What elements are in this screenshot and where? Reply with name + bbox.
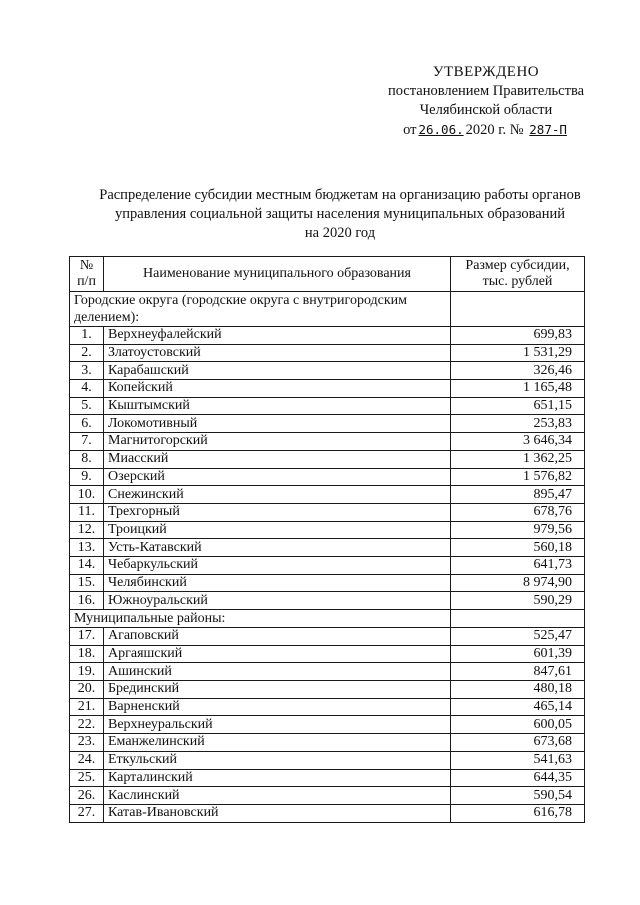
row-subsidy-amount: 651,15 [451,397,585,415]
row-subsidy-amount: 600,05 [451,716,585,734]
row-municipality-name: Чебаркульский [104,556,451,574]
row-subsidy-amount: 8 974,90 [451,574,585,592]
table-row [70,397,585,415]
header-amount-line2: тыс. рублей [482,274,553,289]
row-subsidy-amount: 895,47 [451,486,585,504]
row-subsidy-amount: 641,73 [451,556,585,574]
table-row [70,734,585,752]
table-row [70,486,585,504]
row-number: 3. [70,362,104,380]
row-municipality-name: Магнитогорский [104,433,451,451]
row-municipality-name: Варненский [104,698,451,716]
row-number: 2. [70,344,104,362]
row-subsidy-amount: 699,83 [451,327,585,345]
table-header [70,257,585,292]
row-subsidy-amount: 979,56 [451,521,585,539]
row-municipality-name: Еманжелинский [104,734,451,752]
table-row [70,556,585,574]
section-row-city-districts [70,292,585,327]
title-line-1: Распределение субсидии местным бюджетам на организацию работы органов [99,187,581,203]
row-number: 7. [70,433,104,451]
table-body [70,292,585,823]
row-municipality-name: Кыштымский [104,397,451,415]
row-municipality-name: Снежинский [104,486,451,504]
row-number: 6. [70,415,104,433]
table-row [70,645,585,663]
header-number-line1: № [79,258,94,273]
row-number: 11. [70,503,104,521]
header-amount-line1: Размер субсидии, [465,258,570,273]
row-number: 10. [70,486,104,504]
row-number: 27. [70,804,104,822]
row-subsidy-amount: 465,14 [451,698,585,716]
row-number: 5. [70,397,104,415]
table-row [70,769,585,787]
row-municipality-name: Озерский [104,468,451,486]
row-municipality-name: Аргаяшский [104,645,451,663]
table-row [70,344,585,362]
table-row [70,415,585,433]
table-row [70,468,585,486]
row-municipality-name: Копейский [104,380,451,398]
row-municipality-name: Катав-Ивановский [104,804,451,822]
row-subsidy-amount: 847,61 [451,663,585,681]
header-name: Наименование муниципального образования [104,257,451,292]
row-municipality-name: Брединский [104,681,451,699]
row-number: 19. [70,663,104,681]
row-number: 26. [70,787,104,805]
row-subsidy-amount: 1 576,82 [451,468,585,486]
row-subsidy-amount: 616,78 [451,804,585,822]
row-subsidy-amount: 326,46 [451,362,585,380]
row-subsidy-amount: 678,76 [451,503,585,521]
table-row [70,698,585,716]
row-number: 20. [70,681,104,699]
row-municipality-name: Южноуральский [104,592,451,610]
approved-heading: УТВЕРЖДЕНО [432,64,540,80]
table-row [70,681,585,699]
row-subsidy-amount: 1 531,29 [451,344,585,362]
decree-number: 287-П [529,122,567,137]
approval-region: Челябинской области [419,102,553,118]
decree-year: 2020 г. № [465,122,524,138]
row-subsidy-amount: 541,63 [451,751,585,769]
row-number: 9. [70,468,104,486]
table-row [70,787,585,805]
row-municipality-name: Троицкий [104,521,451,539]
row-number: 14. [70,556,104,574]
row-number: 12. [70,521,104,539]
table-row [70,380,585,398]
title-line-2: управления социальной защиты населения муниципальных образований [115,206,565,222]
header-number-line2: п/п [77,274,96,289]
section-row-municipal-districts [70,610,585,628]
row-municipality-name: Карталинский [104,769,451,787]
row-subsidy-amount: 1 165,48 [451,380,585,398]
table-row [70,503,585,521]
row-number: 21. [70,698,104,716]
table-row [70,751,585,769]
row-municipality-name: Каслинский [104,787,451,805]
row-number: 18. [70,645,104,663]
row-subsidy-amount: 253,83 [451,415,585,433]
row-subsidy-amount: 560,18 [451,539,585,557]
decree-date: 26.06. [418,122,464,137]
decree-date-prefix: от [403,122,417,138]
row-number: 15. [70,574,104,592]
row-municipality-name: Ашинский [104,663,451,681]
section-empty-cell [451,292,585,327]
table-row [70,628,585,646]
row-municipality-name: Агаповский [104,628,451,646]
row-number: 8. [70,450,104,468]
row-subsidy-amount: 1 362,25 [451,450,585,468]
row-number: 24. [70,751,104,769]
row-number: 17. [70,628,104,646]
row-municipality-name: Трехгорный [104,503,451,521]
table-row [70,663,585,681]
row-municipality-name: Верхнеуральский [104,716,451,734]
header-number [70,257,104,292]
row-subsidy-amount: 590,54 [451,787,585,805]
row-subsidy-amount: 673,68 [451,734,585,752]
table-row [70,592,585,610]
decree-line [370,120,602,140]
row-municipality-name: Верхнеуфалейский [104,327,451,345]
row-number: 25. [70,769,104,787]
table-row [70,521,585,539]
section-label: Муниципальные районы: [70,610,451,628]
row-municipality-name: Челябинский [104,574,451,592]
table-row [70,539,585,557]
row-municipality-name: Миасский [104,450,451,468]
row-subsidy-amount: 590,29 [451,592,585,610]
document-title [60,186,620,243]
table-row [70,433,585,451]
row-number: 1. [70,327,104,345]
row-number: 4. [70,380,104,398]
section-empty-cell [451,610,585,628]
title-line-3: на 2020 год [304,225,376,241]
row-municipality-name: Локомотивный [104,415,451,433]
subsidy-table [69,256,585,823]
row-subsidy-amount: 601,39 [451,645,585,663]
table-row [70,362,585,380]
row-subsidy-amount: 480,18 [451,681,585,699]
row-number: 16. [70,592,104,610]
table-row [70,716,585,734]
row-subsidy-amount: 644,35 [451,769,585,787]
row-municipality-name: Карабашский [104,362,451,380]
row-municipality-name: Усть-Катавский [104,539,451,557]
row-number: 13. [70,539,104,557]
table-row [70,804,585,822]
approval-block [370,63,602,140]
table-row [70,327,585,345]
row-number: 23. [70,734,104,752]
header-amount [451,257,585,292]
section-label: Городские округа (городские округа с внутригородским делением): [70,292,451,327]
row-subsidy-amount: 3 646,34 [451,433,585,451]
approval-issuer: постановлением Правительства [387,83,585,99]
table-row [70,574,585,592]
table-row [70,450,585,468]
row-subsidy-amount: 525,47 [451,628,585,646]
row-number: 22. [70,716,104,734]
row-municipality-name: Еткульский [104,751,451,769]
row-municipality-name: Златоустовский [104,344,451,362]
